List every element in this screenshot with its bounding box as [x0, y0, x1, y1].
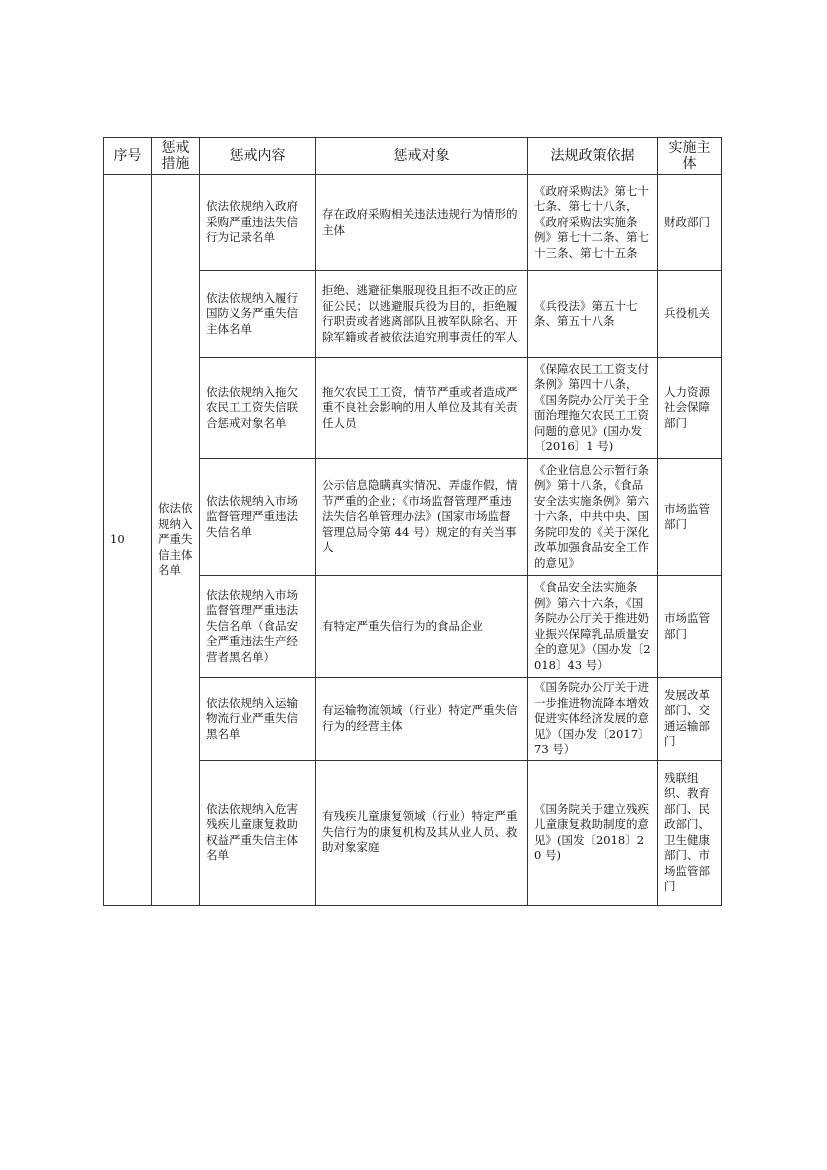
subject-cell: 市场监管部门 — [658, 576, 722, 678]
content-cell: 依法依规纳入拖欠农民工工资失信联合惩戒对象名单 — [200, 358, 316, 459]
content-cell: 依法依规纳入履行国防义务严重失信主体名单 — [200, 271, 316, 358]
basis-cell: 《企业信息公示暂行条例》第十八条，《食品安全法实施条例》第六十六条，中共中央、国务院印发的《关于深化改革加强食品安全工作的意见》 — [528, 459, 658, 576]
basis-cell: 《国务院办公厅关于进一步推进物流降本增效促进实体经济发展的意见》（国办发〔2017〕73 号） — [528, 678, 658, 761]
content-cell: 依法依规纳入市场监督管理严重违法失信名单 — [200, 459, 316, 576]
object-cell: 拖欠农民工工资，情节严重或者造成严重不良社会影响的用人单位及其有关责任人员 — [316, 358, 528, 459]
header-basis: 法规政策依据 — [528, 138, 658, 175]
header-subject: 实施主体 — [658, 138, 722, 175]
basis-cell: 《国务院关于建立残疾儿童康复救助制度的意见》(国发〔2018〕20 号) — [528, 760, 658, 905]
content-cell: 依法依规纳入运输物流行业严重失信黑名单 — [200, 678, 316, 761]
object-cell: 有运输物流领域（行业）特定严重失信行为的经营主体 — [316, 678, 528, 761]
measure-cell: 依法依规纳入严重失信主体名单 — [152, 175, 200, 906]
subject-cell: 财政部门 — [658, 175, 722, 271]
header-seq: 序号 — [104, 138, 152, 175]
content-cell: 依法依规纳入危害残疾儿童康复救助权益严重失信主体名单 — [200, 760, 316, 905]
object-cell: 有特定严重失信行为的食品企业 — [316, 576, 528, 678]
header-content: 惩戒内容 — [200, 138, 316, 175]
object-cell: 有残疾儿童康复领域（行业）特定严重失信行为的康复机构及其从业人员、救助对象家庭 — [316, 760, 528, 905]
subject-cell: 兵役机关 — [658, 271, 722, 358]
basis-cell: 《食品安全法实施条例》第六十六条，《国务院办公厅关于推进奶业振兴保障乳品质量安全的意见》（国办发〔2018〕43 号） — [528, 576, 658, 678]
subject-cell: 发展改革部门、交通运输部门 — [658, 678, 722, 761]
content-cell: 依法依规纳入市场监督管理严重违法失信名单（食品安全严重违法生产经营者黑名单） — [200, 576, 316, 678]
content-cell: 依法依规纳入政府采购严重违法失信行为记录名单 — [200, 175, 316, 271]
object-cell: 公示信息隐瞒真实情况、弄虚作假，情节严重的企业；《市场监督管理严重违法失信名单管理办法》(国家市场监督管理总局令第 44 号）规定的有关当事人 — [316, 459, 528, 576]
table-header-row — [104, 138, 722, 175]
object-cell: 存在政府采购相关违法违规行为情形的主体 — [316, 175, 528, 271]
table-row — [104, 175, 722, 271]
subject-cell: 人力资源社会保障部门 — [658, 358, 722, 459]
object-cell: 拒绝、逃避征集服现役且拒不改正的应征公民；以逃避服兵役为目的，拒绝履行职责或者逃离部队且被军队除名、开除军籍或者被依法追究刑事责任的军人 — [316, 271, 528, 358]
header-object: 惩戒对象 — [316, 138, 528, 175]
header-measure: 惩戒措施 — [152, 138, 200, 175]
basis-cell: 《政府采购法》第七十七条、第七十八条，《政府采购法实施条例》第七十二条、第七十三条、第七十五条 — [528, 175, 658, 271]
seq-number-cell: 10 — [104, 175, 152, 906]
subject-cell: 市场监管部门 — [658, 459, 722, 576]
subject-cell: 残联组织、教育部门、民政部门、卫生健康部门、市场监管部门 — [658, 760, 722, 905]
discipline-measures-table — [103, 137, 722, 906]
basis-cell: 《保障农民工工资支付条例》第四十八条，《国务院办公厅关于全面治理拖欠农民工工资问题的意见》(国办发〔2016〕1 号) — [528, 358, 658, 459]
basis-cell: 《兵役法》第五十七条、第五十八条 — [528, 271, 658, 358]
